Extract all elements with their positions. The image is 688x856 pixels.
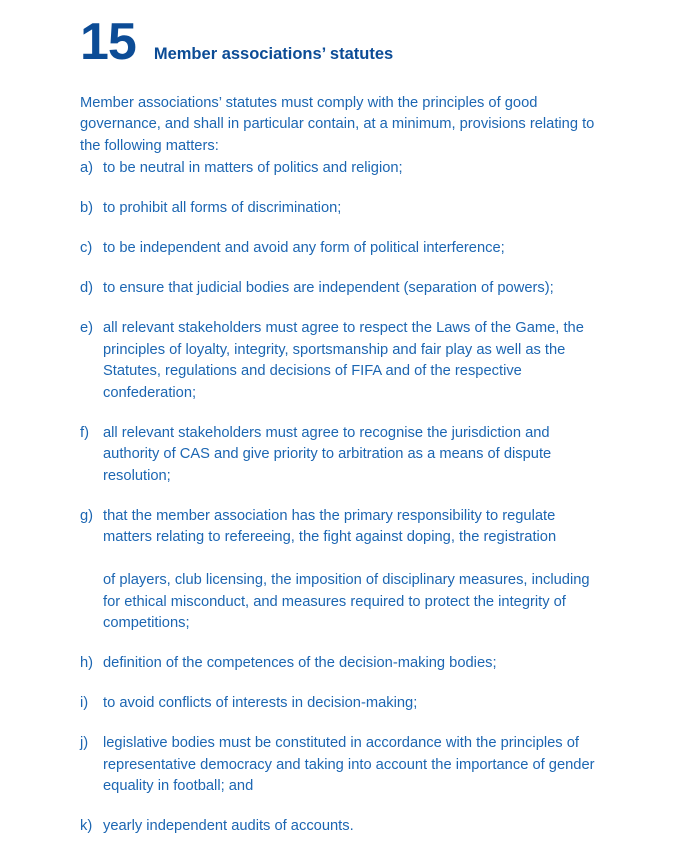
list-item [80,816,602,838]
article-number: 15 [80,13,136,71]
list-item-text: definition of the competences of the decision-making bodies; [103,655,497,671]
list-item-body [103,318,602,404]
list-item-text: to ensure that judicial bodies are independent (separation of powers); [103,280,554,296]
article-title: Member associations’ statutes [153,45,394,63]
list-item-body [103,816,602,838]
article-intro-paragraph: Member associations’ statutes must comply with the principles of good governance, and shall in particular contain, at a minimum, provisions relating to the following matters: [80,94,595,154]
list-item-body [103,158,602,180]
list-item-marker: f) [80,424,89,441]
list-item-continuation: of players, club licensing, the imposition of disciplinary measures, including for ethical misconduct, and measures required to protect the integrity of competitions; [103,572,590,631]
list-item [80,278,602,300]
list-item-text: to avoid conflicts of interests in decision-making; [103,695,418,711]
list-item-marker: a) [80,160,94,176]
list-item-marker: k) [80,818,93,834]
list-item [80,653,602,675]
list-item-marker: b) [80,200,94,216]
article-heading [80,13,610,71]
list-item [80,238,602,260]
list-item [80,423,602,488]
list-item-body [103,238,602,260]
list-item-body [103,653,602,675]
list-item [80,158,602,180]
provisions-list [80,158,602,856]
list-item-marker: h) [80,655,94,671]
list-item-marker: g) [80,507,94,524]
list-item-body [103,506,602,635]
list-item-text: all relevant stakeholders must agree to respect the Laws of the Game, the principles of loyalty, integrity, sportsmanship and fair play as well as the Statutes, regulations and decisions of FIFA and of the respective confederation; [103,320,584,401]
list-item-marker: d) [80,280,94,296]
list-item-body [103,693,602,715]
list-item-body [103,423,602,488]
list-item-marker: e) [80,320,94,336]
list-item-text: to be neutral in matters of politics and religion; [103,160,403,176]
list-item [80,318,602,404]
list-item-text: yearly independent audits of accounts. [103,818,354,834]
list-item-text: to prohibit all forms of discrimination; [103,200,342,216]
list-item-marker: i) [80,695,89,711]
list-item-body [103,278,602,300]
list-item-text: to be independent and avoid any form of political interference; [103,240,505,256]
list-item-text: all relevant stakeholders must agree to recognise the jurisdiction and authority of CAS and give priority to arbitration as a means of dispute resolution; [103,424,552,484]
list-item [80,733,602,798]
list-item-text: that the member association has the primary responsibility to regulate matters relating to refereeing, the fight against doping, the registration [103,507,557,545]
list-item-body [103,733,602,798]
list-item-marker: c) [80,240,93,256]
list-item-marker: j) [80,735,89,751]
list-item-body [103,198,602,220]
list-item [80,198,602,220]
list-item [80,693,602,715]
list-item [80,506,602,635]
list-item-text: legislative bodies must be constituted in accordance with the principles of representative democracy and taking into account the importance of gender equality in football; and [103,735,595,794]
